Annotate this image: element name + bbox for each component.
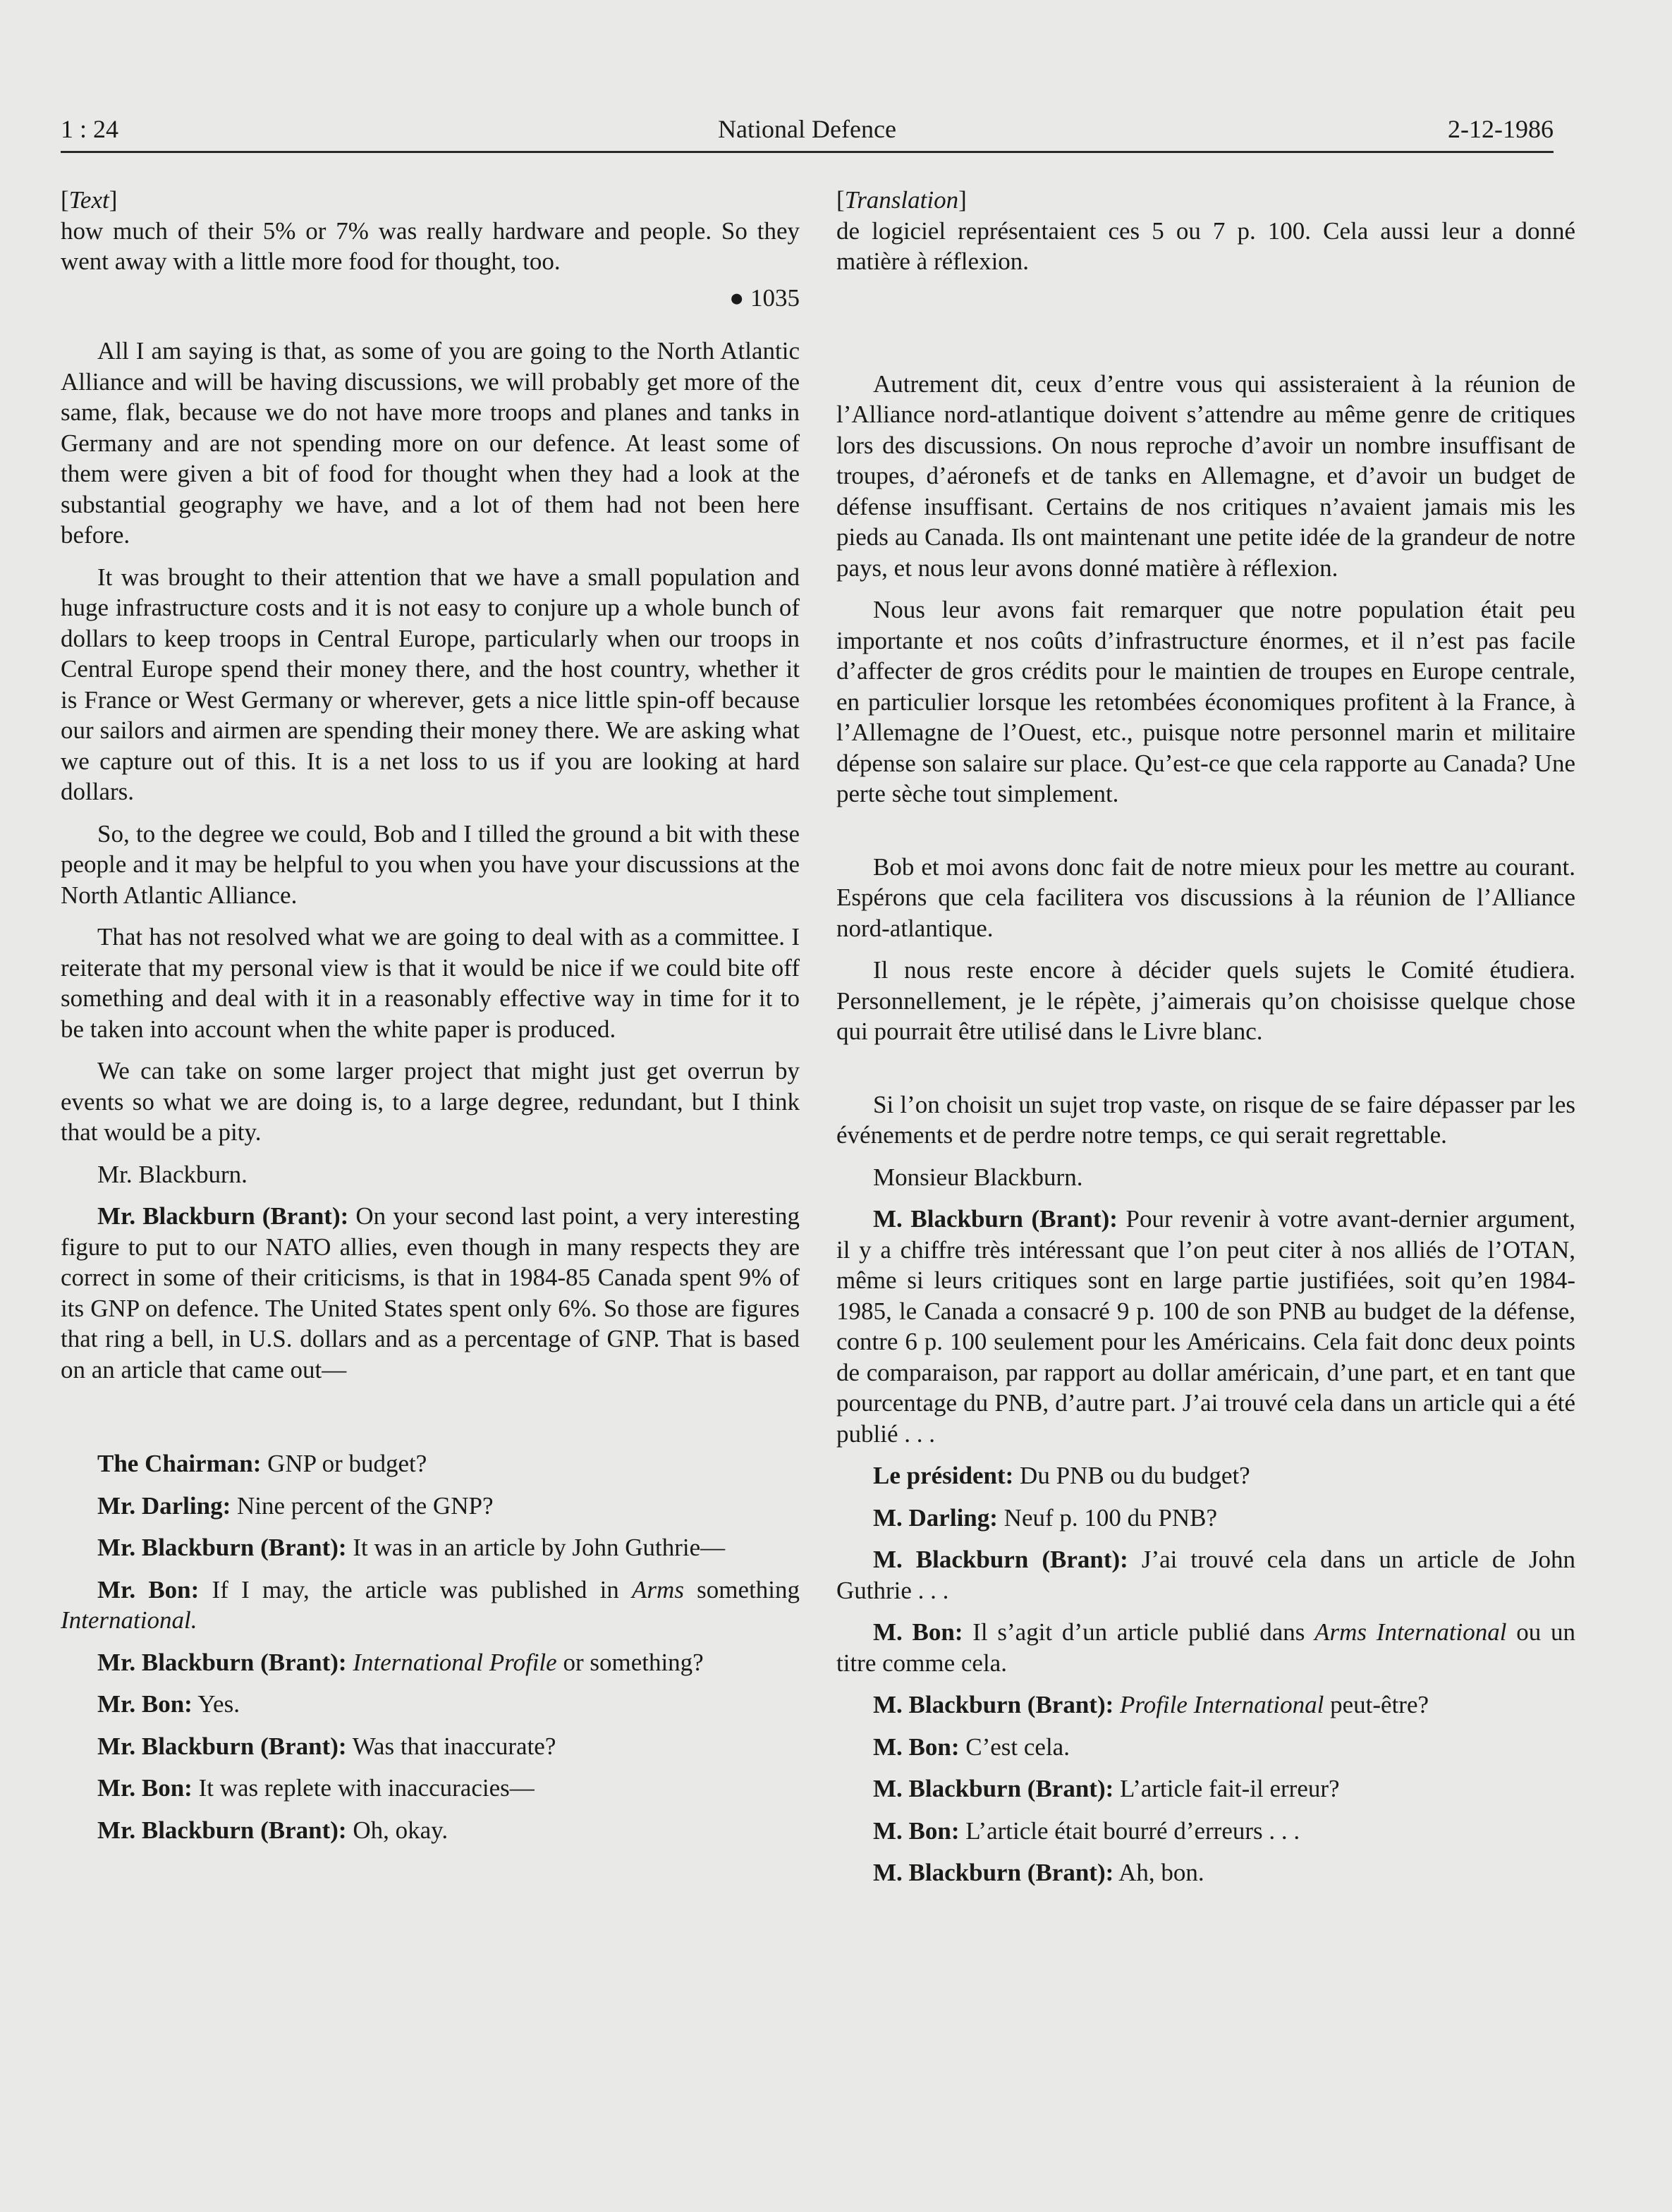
paragraph: All I am saying is that, as some of you are going to the North Atlantic Alliance and will be having discussions, we will probably get more of the same, flak, because we do not have more troops and planes and tanks in Germany and are not spending more on our defence. At least some of them were given a bit of food for thought when they had a look at the substantial geography we have, and a lot of them had not been here before. xyxy=(61,337,800,549)
dialogue-line: M. Blackburn (Brant): J’ai trouvé cela dans un article de John Guthrie . . . xyxy=(836,1546,1575,1604)
speaker: M. Bon: xyxy=(873,1816,960,1845)
speaker: Mr. Darling: xyxy=(97,1491,231,1520)
speaker: Mr. Bon: xyxy=(97,1690,193,1718)
running-title: National Defence xyxy=(718,115,896,143)
speaker: M. Bon: xyxy=(873,1733,960,1761)
speaker: Mr. Blackburn (Brant): xyxy=(97,1648,347,1676)
speaker: Mr. Bon: xyxy=(97,1575,200,1603)
paragraph: It was brought to their attention that we have a small population and huge infrastructure costs and it is not easy to conjure up a whole bunch of dollars to keep troops in Central Europe, particularly when our troops in Central Europe spend their money there, and the host country, whether it is France or West Germany or wherever, gets a nice little spin-off because our sailors and airmen are spending their money there. We are asking what we capture out of this. It is a net loss to us if you are looking at hard dollars. xyxy=(61,563,800,805)
dialogue-line: Mr. Blackburn (Brant): It was in an article by John Guthrie— xyxy=(97,1534,726,1561)
english-column xyxy=(61,185,800,1845)
speaker: Mr. Blackburn (Brant): xyxy=(97,1816,347,1844)
speaker: M. Blackburn (Brant): xyxy=(873,1691,1114,1718)
paragraph: Mr. Blackburn. xyxy=(97,1160,248,1188)
header-date: 2-12-1986 xyxy=(1448,115,1554,143)
dialogue-line: The Chairman: GNP or budget? xyxy=(97,1450,427,1477)
paragraph: Il nous reste encore à décider quels sujets le Comité étudiera. Personnellement, je le répète, j’aimerais qu’on choisisse quelque chose qui pourrait être utilisé dans le Livre blanc. xyxy=(836,956,1575,1045)
dialogue-line: M. Blackburn (Brant): L’article fait-il erreur? xyxy=(873,1775,1340,1802)
speaker: Mr. Blackburn (Brant): xyxy=(97,1732,347,1760)
dialogue-line: M. Darling: Neuf p. 100 du PNB? xyxy=(873,1503,1218,1532)
speaker: Mr. Blackburn (Brant): xyxy=(97,1534,347,1561)
dialogue-line: M. Bon: L’article était bourré d’erreurs . . . xyxy=(873,1816,1300,1845)
dialogue-line: Mr. Bon: If I may, the article was published in Arms something International. xyxy=(61,1575,800,1634)
page-number: 1 : 24 xyxy=(61,115,119,143)
page-header xyxy=(61,113,1554,153)
dialogue-line: M. Bon: Il s’agit d’un article publié dans Arms International ou un titre comme cela. xyxy=(836,1618,1576,1677)
paragraph: Monsieur Blackburn. xyxy=(873,1163,1083,1191)
section-label: [Text] xyxy=(61,186,118,214)
speaker: M. Blackburn (Brant): xyxy=(873,1859,1114,1886)
speaker: M. Blackburn (Brant): xyxy=(873,1775,1114,1802)
dialogue-line: Mr. Darling: Nine percent of the GNP? xyxy=(97,1491,494,1520)
time-marker: ● 1035 xyxy=(729,283,800,312)
dialogue-line: M. Bon: C’est cela. xyxy=(873,1733,1070,1761)
section-label: [Translation] xyxy=(836,186,967,214)
paragraph: Nous leur avons fait remarquer que notre population était peu importante et nos coûts d’infrastructure énormes, et il n’est pas facile d’affecter de gros crédits pour le maintien de troupes en Europe centrale, en particulier lorsque les retombées économiques profitent à la France, à l’Allemagne de l’Ouest, etc., puisque notre personnel marin et militaire dépense son salaire sur place. Qu’est-ce que cela rapporte au Canada? Une perte sèche tout simplement. xyxy=(836,596,1575,807)
speaker: M. Blackburn (Brant): xyxy=(873,1205,1118,1233)
paragraph: Bob et moi avons donc fait de notre mieux pour les mettre au courant. Espérons que cela facilitera vos discussions à la réunion de l’Alliance nord-atlantique. xyxy=(836,853,1575,942)
speaker: M. Blackburn (Brant): xyxy=(873,1546,1128,1573)
speaker: Mr. Bon: xyxy=(97,1774,193,1802)
paragraph: how much of their 5% or 7% was really hardware and people. So they went away with a little more food for thought, too. xyxy=(61,216,800,275)
speaker: Mr. Blackburn (Brant): xyxy=(97,1202,349,1230)
dialogue-line: Mr. Blackburn (Brant): Oh, okay. xyxy=(97,1816,448,1844)
paragraph: We can take on some larger project that might just get overrun by events so what we are doing is, to a large degree, redundant, but I think that would be a pity. xyxy=(61,1057,800,1146)
dialogue-line: Mr. Bon: It was replete with inaccuracies— xyxy=(97,1774,535,1802)
paragraph: So, to the degree we could, Bob and I tilled the ground a bit with these people and it may be helpful to you when you have your discussions at the North Atlantic Alliance. xyxy=(61,819,800,909)
speaker: M. Darling: xyxy=(873,1503,998,1532)
paragraph: de logiciel représentaient ces 5 ou 7 p. 100. Cela aussi leur a donné matière à réflexion. xyxy=(836,216,1575,275)
speaker: M. Bon: xyxy=(873,1618,963,1646)
paragraph: Si l’on choisit un sujet trop vaste, on risque de se faire dépasser par les événements et de perdre notre temps, ce qui serait regrettable. xyxy=(836,1090,1575,1149)
dialogue-line: Le président: Du PNB ou du budget? xyxy=(873,1462,1250,1489)
dialogue-line: M. Blackburn (Brant): Profile International peut-être? xyxy=(873,1691,1429,1718)
speaker: The Chairman: xyxy=(97,1450,262,1477)
dialogue-line: Mr. Blackburn (Brant): International Profile or something? xyxy=(97,1648,704,1676)
dialogue-line: M. Blackburn (Brant): Pour revenir à votre avant-dernier argument, il y a chiffre très intéressant que l’on peut citer à nos alliés de l’OTAN, même si leurs critiques sont en large partie justifiées, soit qu’en 1984-1985, le Canada a consacré 9 p. 100 de son PNB au budget de la défense, contre 6 p. 100 seulement pour les Américains. Cela fait donc deux points de comparaison, par rapport au dollar américain, d’une part, et en tant que pourcentage du PNB, d’autre part. J’ai trouvé cela dans un article qui a été publié . . . xyxy=(836,1205,1575,1448)
speaker: Le président: xyxy=(873,1462,1014,1489)
dialogue-line: Mr. Blackburn (Brant): Was that inaccurate? xyxy=(97,1732,556,1760)
paragraph: Autrement dit, ceux d’entre vous qui assisteraient à la réunion de l’Alliance nord-atlantique doivent s’attendre au même genre de critiques lors des discussions. On nous reproche d’avoir un nombre insuffisant de troupes, d’aéronefs et de tanks en Allemagne, et d’avoir un budget de défense insuffisant. Certains de nos critiques n’avaient jamais mis les pieds au Canada. Ils ont maintenant une petite idée de la grandeur de notre pays, et nous leur avons donné matière à réflexion. xyxy=(836,369,1575,582)
dialogue-line: Mr. Bon: Yes. xyxy=(97,1690,240,1718)
dialogue-line: M. Blackburn (Brant): Ah, bon. xyxy=(873,1859,1204,1886)
paragraph: That has not resolved what we are going to deal with as a committee. I reiterate that my personal view is that it would be nice if we could bite off something and deal with it in a reasonably effective way in time for it to be taken into account when the white paper is produced. xyxy=(61,923,800,1043)
french-column xyxy=(836,185,1575,1888)
dialogue-line: Mr. Blackburn (Brant): On your second last point, a very interesting figure to put to our NATO allies, even though in many respects they are correct in some of their criticisms, is that in 1984-85 Canada spent 9% of its GNP on defence. The United States spent only 6%. So those are figures that ring a bell, in U.S. dollars and as a percentage of GNP. That is based on an article that came out— xyxy=(61,1202,800,1383)
